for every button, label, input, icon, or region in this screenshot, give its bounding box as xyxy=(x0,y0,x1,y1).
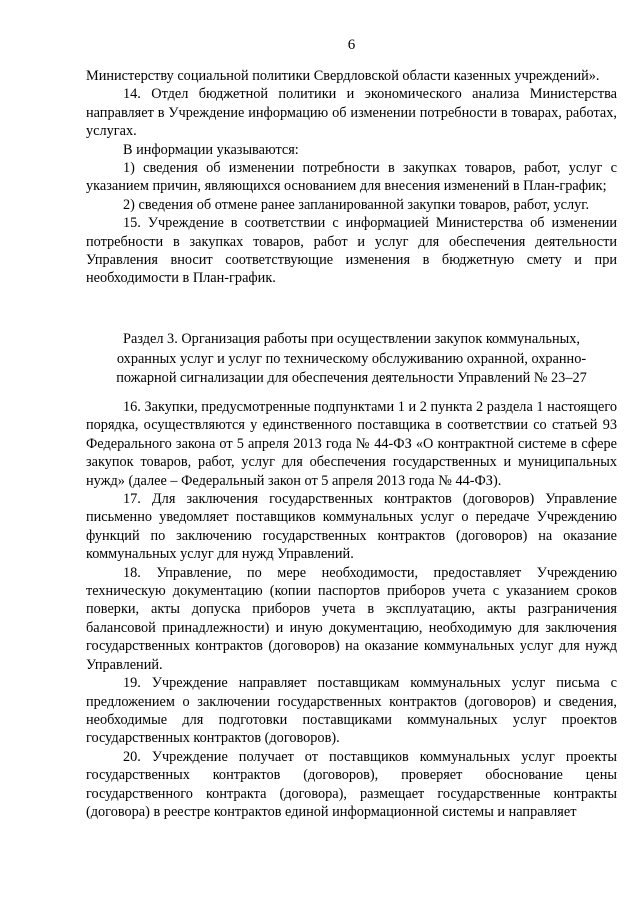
section-heading-line: Раздел 3. Организация работы при осуществлении закупок коммунальных, xyxy=(123,331,580,347)
section-heading-line: охранных услуг и услуг по техническому обслуживанию охранной, охранно- xyxy=(116,350,587,367)
paragraph-info-intro: В информации указываются: xyxy=(123,141,299,158)
paragraph-20: 20. Учреждение получает от поставщиков коммунальных услуг проекты государственных контрактов (договоров), проверяет обоснование цены государственного контракта (договора), размещает государственные контракты (договора) в реестре контрактов единой информационной системы и направляет xyxy=(86,748,617,820)
paragraph-15: 15. Учреждение в соответствии с информацией Министерства об изменении потребности в закупках товаров, работ и услуг для обеспечения деятельности Управления вносит соответствующие изменения в бюджетную смету и при необходимости в План-график. xyxy=(86,215,617,287)
paragraph-14: 14. Отдел бюджетной политики и экономического анализа Министерства направляет в Учреждение информацию об изменении потребности в товарах, работах, услугах. xyxy=(86,86,617,140)
bottom-text-block xyxy=(86,398,617,821)
paragraph-13-continuation: Министерству социальной политики Свердловской области казенных учреждений». xyxy=(86,68,600,84)
paragraph-item-1: 1) сведения об изменении потребности в закупках товаров, работ, услуг с указанием причин, являющихся основанием для внесения изменений в План-график; xyxy=(86,160,617,195)
paragraph-19: 19. Учреждение направляет поставщикам коммунальных услуг письма с предложением о заключении государственных контрактов (договоров) и сведения, необходимые для подготовки поставщиками коммунальных услуг проектов государственных контрактов (договоров). xyxy=(86,675,617,747)
section-heading xyxy=(86,330,617,389)
paragraph-16: 16. Закупки, предусмотренные подпунктами 1 и 2 пункта 2 раздела 1 настоящего порядка, осуществляются у единственного поставщика в соответствии со статьей 93 Федерального закона от 5 апреля 2013 года № 44-ФЗ «О контрактной системе в сфере закупок товаров, работ, услуг для обеспечения государственных и муниципальных нужд» (далее – Федеральный закон от 5 апреля 2013 года № 44-ФЗ). xyxy=(86,399,617,489)
page-number: 6 xyxy=(347,37,356,53)
paragraph-item-2: 2) сведения об отмене ранее запланированной закупки товаров, работ, услуг. xyxy=(123,196,590,213)
paragraph-17: 17. Для заключения государственных контрактов (договоров) Управление письменно уведомляет поставщиков коммунальных услуг о передаче Учреждению функций по заключению государственных контрактов (договоров) на оказание коммунальных услуг для нужд Управлений. xyxy=(86,491,617,563)
paragraph-18: 18. Управление, по мере необходимости, предоставляет Учреждению техническую документацию (копии паспортов приборов учета с указанием сроков поверки, акты допуска приборов учета в эксплуатацию, акты разграничения балансовой принадлежности) и иную документацию, необходимую для заключения государственных контрактов (договоров) на оказание коммунальных услуг для нужд Управлений. xyxy=(86,564,617,673)
section-heading-line: пожарной сигнализации для обеспечения деятельности Управлений № 23–27 xyxy=(116,370,587,386)
top-text-block xyxy=(86,67,617,288)
